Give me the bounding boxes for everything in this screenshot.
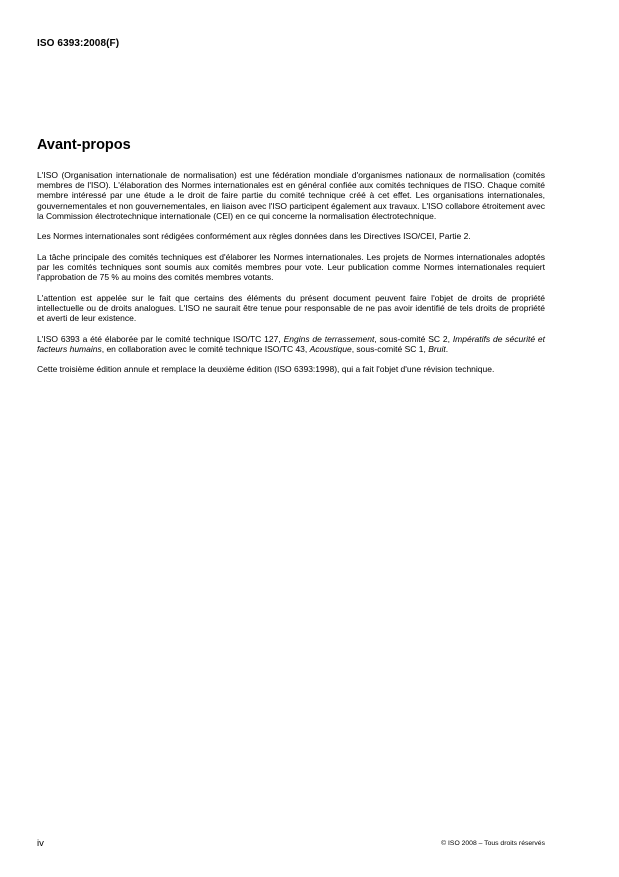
prepared-by-text-4: , sous-comité SC 1, <box>351 343 429 354</box>
section-title: Avant-propos <box>37 137 131 153</box>
prepared-by-text-2: , sous-comité SC 2, <box>374 333 453 344</box>
paragraph-prepared-by <box>37 334 545 354</box>
copyright-notice: © ISO 2008 – Tous droits réservés <box>441 840 545 847</box>
prepared-by-text-1: L'ISO 6393 a été élaborée par le comité technique ISO/TC 127, <box>37 333 284 344</box>
foreword-body <box>37 170 545 385</box>
page-number: iv <box>37 838 44 849</box>
paragraph-technical-committees: La tâche principale des comités techniques est d'élaborer les Normes internationales. Les projets de Normes internationales adoptés par les comités techniques sont soumis aux comités membres pour vote. Leur publication comme Normes internationales requiert l'approbation de 75 % au moins des comités membres votants. <box>37 251 545 283</box>
prepared-by-text-3: , en collaboration avec le comité technique ISO/TC 43, <box>101 343 310 354</box>
subcommittee-title-noise: Bruit <box>428 343 446 354</box>
paragraph-directives: Les Normes internationales sont rédigées conformément aux règles données dans les Directives ISO/CEI, Partie 2. <box>37 231 471 242</box>
committee-title-acoustics: Acoustique <box>309 343 352 354</box>
document-id-header: ISO 6393:2008(F) <box>37 38 120 49</box>
paragraph-iso-organisation: L'ISO (Organisation internationale de normalisation) est une fédération mondiale d'organismes nationaux de normalisation (comités membres de l'ISO). L'élaboration des Normes internationales est en général confiée aux comités techniques de l'ISO. Chaque comité membre intéressé par une étude a le droit de faire partie du comité technique créé à cet effet. Les organisations internationales, gouvernementales et non gouvernementales, en liaison avec l'ISO participent également aux travaux. L'ISO collabore étroitement avec la Commission électrotechnique internationale (CEI) en ce qui concerne la normalisation électrotechnique. <box>37 170 545 221</box>
committee-title-earth-moving: Engins de terrassement <box>283 333 375 344</box>
subcommittee-title-safety: Impératifs de sécurité et facteurs humains <box>37 333 545 354</box>
paragraph-patent-rights: L'attention est appelée sur le fait que certains des éléments du présent document peuvent faire l'objet de droits de propriété intellectuelle ou de droits analogues. L'ISO ne saurait être tenue pour responsable de ne pas avoir identifié de tels droits de propriété et averti de leur existence. <box>37 292 545 324</box>
prepared-by-text-5: . <box>445 343 449 354</box>
paragraph-edition-note: Cette troisième édition annule et remplace la deuxième édition (ISO 6393:1998), qui a fait l'objet d'une révision technique. <box>37 364 495 375</box>
